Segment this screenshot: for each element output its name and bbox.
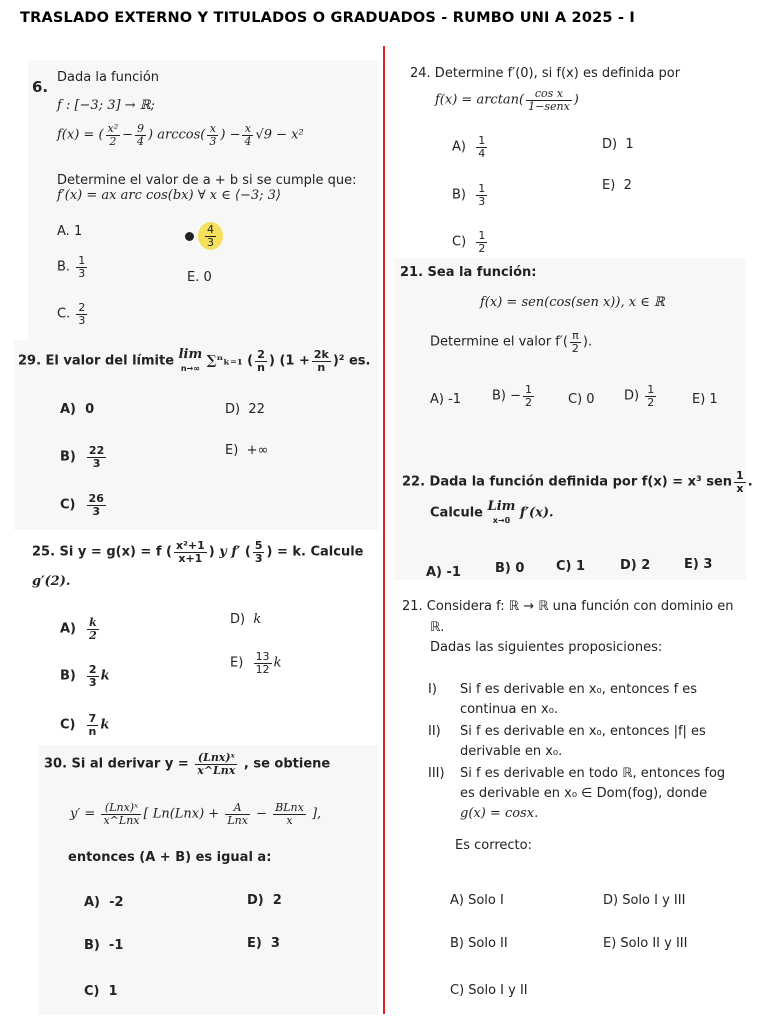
question-30-block bbox=[38, 745, 378, 1015]
q22-option-e: E) 3 bbox=[684, 557, 713, 572]
q21a-function: f(x) = sen(cos(sen x)), x ∈ ℝ bbox=[480, 295, 665, 310]
q21b-statement-end: ℝ. bbox=[430, 620, 445, 635]
q30-option-a: A) -2 bbox=[84, 895, 124, 910]
q21b-prop-2-label: II) bbox=[428, 724, 441, 739]
q25-option-b: B) $\frac{2}{3}$ k bbox=[60, 663, 110, 689]
q21b-prop-3-b: es derivable en x₀ ∈ Dom(fog), donde bbox=[460, 786, 708, 801]
q6-option-a: A. 1 bbox=[57, 224, 83, 239]
q29-option-d: D) 22 bbox=[225, 402, 265, 417]
q21b-prop-3-a: Si f es derivable en todo ℝ, entonces fog bbox=[460, 766, 726, 781]
q21a-option-a: A) -1 bbox=[430, 392, 462, 407]
q6-statement: Determine el valor de a + b si se cumple que: bbox=[57, 173, 357, 188]
q6-condition: f′(x) = ax arc cos(bx) ∀ x ∈ ⟨−3; 3⟩ bbox=[57, 188, 281, 203]
q21a-option-e: E) 1 bbox=[692, 392, 718, 407]
q22-option-c: C) 1 bbox=[556, 559, 586, 574]
q25-ask: g′(2). bbox=[32, 574, 71, 589]
q6-option-b: B. $\frac{1}{3}$ bbox=[57, 254, 86, 280]
q21b-prop-2-b: derivable en x₀. bbox=[460, 744, 563, 759]
q21b-intro: Dadas las siguientes proposiciones: bbox=[430, 640, 663, 655]
q21b-statement: 21. Considera f: ℝ → ℝ una función con dominio en bbox=[402, 599, 734, 614]
q21b-prop-3-label: III) bbox=[428, 766, 445, 781]
q30-conclusion: entonces (A + B) es igual a: bbox=[68, 850, 272, 865]
q21b-option-c: C) Solo I y II bbox=[450, 983, 528, 998]
q21a-option-d: D) $\frac{1}{2}$ bbox=[624, 383, 655, 409]
q25-option-d: D) k bbox=[230, 612, 262, 627]
q29-option-b: B) $\frac{22}{3}$ bbox=[60, 444, 105, 470]
q21a-option-b: B) − $\frac{1}{2}$ bbox=[492, 383, 533, 409]
q24-statement: 24. Determine f′(0), si f(x) es definida por bbox=[410, 66, 681, 81]
q29-option-c: C) $\frac{26}{3}$ bbox=[60, 492, 104, 518]
q21b-option-e: E) Solo II y III bbox=[603, 936, 688, 951]
q29-option-a: A) 0 bbox=[60, 402, 95, 417]
q24-option-e: E) 2 bbox=[602, 178, 632, 193]
q24-option-a: A) $\frac{1}{4}$ bbox=[452, 134, 486, 160]
q25-statement: 25. Si y = g(x) = f ( $\frac{\text{x²+1}}{x+1}$ ) y f′ ( $\frac{5}{3}$ ) = k. Calcule bbox=[32, 539, 364, 565]
q30-option-c: C) 1 bbox=[84, 984, 118, 999]
selected-mark-icon bbox=[185, 232, 194, 241]
answer-highlight: $\frac{4}{3}$ bbox=[198, 222, 223, 250]
q21b-prop-3-c: g(x) = cosx. bbox=[460, 806, 539, 821]
q25-option-a: A) $\frac{k}{2}$ bbox=[60, 616, 97, 642]
q6-number: 6. bbox=[32, 78, 49, 96]
q30-option-e: E) 3 bbox=[247, 936, 280, 951]
q22-option-a: A) -1 bbox=[426, 565, 461, 580]
q22-option-b: B) 0 bbox=[495, 561, 525, 576]
q21b-option-a: A) Solo I bbox=[450, 893, 504, 908]
q22-option-d: D) 2 bbox=[620, 558, 651, 573]
q24-option-b: B) $\frac{1}{3}$ bbox=[452, 182, 486, 208]
q21b-prop-2-a: Si f es derivable en x₀, entonces |f| es bbox=[460, 724, 706, 739]
q24-option-c: C) $\frac{1}{2}$ bbox=[452, 229, 486, 255]
q25-option-c: C) $\frac{7}{n}$ k bbox=[60, 712, 110, 738]
q21a-option-c: C) 0 bbox=[568, 392, 595, 407]
q21b-option-b: B) Solo II bbox=[450, 936, 508, 951]
q25-option-e: E) $\frac{13}{12}$ k bbox=[230, 650, 282, 676]
q6-option-e: E. 0 bbox=[187, 270, 212, 285]
q6-domain: f : [−3; 3] → ℝ; bbox=[57, 98, 155, 113]
q30-derivative: y′ = $\frac{\text{(Lnx)ˣ}}{\text{x\textasciicircum{}Lnx}}$ [ Ln(Lnx) + $\frac{A}{\text{Lnx}}$ − $\frac{\text{BLnx}}{x}$ ], bbox=[70, 801, 322, 827]
q24-option-d: D) 1 bbox=[602, 137, 634, 152]
q6-function: f(x) = ( $\frac{\text{x²}}{2}$ − $\frac{9}{4}$ ) arccos( $\frac{x}{3}$ ) − $\frac{x}{4}$ √9 − x² bbox=[57, 122, 304, 148]
q29-option-e: E) +∞ bbox=[225, 443, 269, 458]
q29-statement: 29. El valor del límite lim n→∞ ∑ⁿₖ₌₁ ( $\frac{2}{n}$ ) (1 + $\frac{2k}{n}$ )² es. bbox=[18, 347, 371, 374]
q6-option-c: C. $\frac{2}{3}$ bbox=[57, 301, 86, 327]
q30-option-d: D) 2 bbox=[247, 893, 282, 908]
q6-intro: Dada la función bbox=[57, 70, 160, 85]
q21b-option-d: D) Solo I y III bbox=[603, 893, 686, 908]
q21a-ask: Determine el valor f′( $\frac{\pi}{2}$ ). bbox=[430, 329, 593, 355]
q24-function: f(x) = arctan( $\frac{\text{cos x}}{\text{1−senx}}$ ) bbox=[435, 87, 579, 113]
q21b-prop-1-a: Si f es derivable en x₀, entonces f es bbox=[460, 682, 698, 697]
q6-option-d-selected bbox=[185, 222, 223, 250]
q22-statement: 22. Dada la función definida por f(x) = x³ sen $\frac{1}{x}$ . bbox=[402, 469, 753, 495]
q21b-prop-1-label: I) bbox=[428, 682, 437, 697]
q30-option-b: B) -1 bbox=[84, 938, 124, 953]
q21b-ask: Es correcto: bbox=[455, 838, 532, 853]
q22-ask: Calcule Lim x→0 f′(x). bbox=[430, 499, 554, 525]
q21b-prop-1-b: continua en x₀. bbox=[460, 702, 559, 717]
q21a-statement: 21. Sea la función: bbox=[400, 265, 537, 280]
column-divider bbox=[383, 46, 385, 1014]
q30-statement: 30. Si al derivar y = $\frac{\text{(Lnx)ˣ}}{\text{x\textasciicircum{}Lnx}}$ , se obtiene bbox=[44, 751, 331, 777]
page-title: TRASLADO EXTERNO Y TITULADOS O GRADUADOS - RUMBO UNI A 2025 - I bbox=[20, 10, 636, 26]
